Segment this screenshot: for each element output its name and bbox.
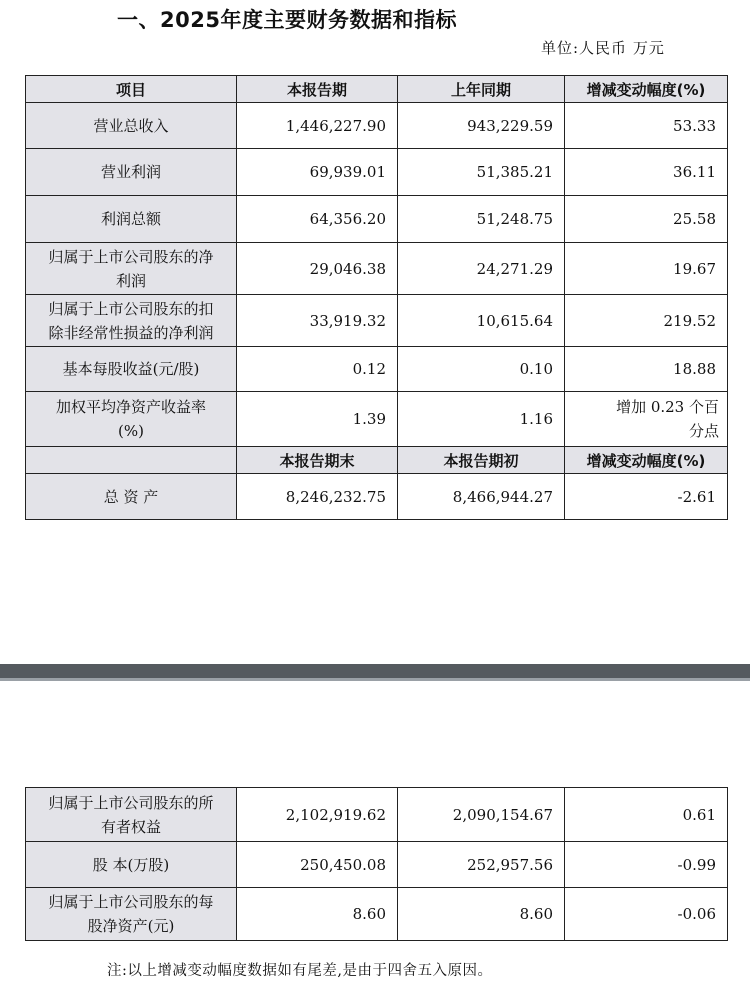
cell-change: -0.06 (565, 888, 728, 941)
section-title: 一、2025年度主要财务数据和指标 (117, 8, 457, 32)
cell-prior: 51,248.75 (398, 196, 565, 243)
header-change: 增减变动幅度(%) (565, 76, 728, 103)
row-label: 加权平均净资产收益率 (%) (26, 392, 237, 447)
table-row (26, 788, 728, 842)
cell-prior: 10,615.64 (398, 295, 565, 347)
cell-change: 25.58 (565, 196, 728, 243)
header-prior: 上年同期 (398, 76, 565, 103)
row-label: 归属于上市公司股东的所 有者权益 (26, 788, 237, 842)
row-label: 股 本(万股) (26, 842, 237, 888)
header-period-start: 本报告期初 (398, 447, 565, 474)
row-label: 归属于上市公司股东的净 利润 (26, 243, 237, 295)
cell-current: 250,450.08 (237, 842, 398, 888)
table-row (26, 474, 728, 520)
page-divider (0, 664, 750, 678)
cell-current: 64,356.20 (237, 196, 398, 243)
cell-current: 0.12 (237, 347, 398, 392)
cell-prior: 51,385.21 (398, 149, 565, 196)
cell-prior: 0.10 (398, 347, 565, 392)
cell-prior: 1.16 (398, 392, 565, 447)
cell-prior: 943,229.59 (398, 103, 565, 149)
header-row (26, 76, 728, 103)
cell-current: 2,102,919.62 (237, 788, 398, 842)
unit-label: 单位:人民币 万元 (541, 39, 665, 57)
cell-change: 19.67 (565, 243, 728, 295)
row-label: 总 资 产 (26, 474, 237, 520)
cell-change: -0.99 (565, 842, 728, 888)
row-label: 归属于上市公司股东的扣 除非经常性损益的净利润 (26, 295, 237, 347)
header-current: 本报告期 (237, 76, 398, 103)
cell-current: 8,246,232.75 (237, 474, 398, 520)
table-row (26, 347, 728, 392)
header-period-end: 本报告期末 (237, 447, 398, 474)
table-row (26, 196, 728, 243)
table-row (26, 842, 728, 888)
cell-current: 1,446,227.90 (237, 103, 398, 149)
cell-change: 增加 0.23 个百 分点 (565, 392, 728, 447)
cell-current: 8.60 (237, 888, 398, 941)
row-label: 基本每股收益(元/股) (26, 347, 237, 392)
cell-change: 36.11 (565, 149, 728, 196)
header-row-2 (26, 447, 728, 474)
table-row (26, 103, 728, 149)
cell-current: 69,939.01 (237, 149, 398, 196)
cell-change: 219.52 (565, 295, 728, 347)
table-row (26, 888, 728, 941)
row-label: 营业利润 (26, 149, 237, 196)
table-row (26, 243, 728, 295)
cell-prior: 252,957.56 (398, 842, 565, 888)
cell-prior: 24,271.29 (398, 243, 565, 295)
cell-prior: 8.60 (398, 888, 565, 941)
page-divider-edge (0, 678, 750, 681)
cell-current: 33,919.32 (237, 295, 398, 347)
row-label: 营业总收入 (26, 103, 237, 149)
cell-current: 29,046.38 (237, 243, 398, 295)
cell-current: 1.39 (237, 392, 398, 447)
header-change: 增减变动幅度(%) (565, 447, 728, 474)
row-label: 利润总额 (26, 196, 237, 243)
table-row (26, 149, 728, 196)
cell-change: -2.61 (565, 474, 728, 520)
row-label: 归属于上市公司股东的每 股净资产(元) (26, 888, 237, 941)
cell-change: 0.61 (565, 788, 728, 842)
header-blank (26, 447, 237, 474)
cell-change: 53.33 (565, 103, 728, 149)
table-row (26, 392, 728, 447)
cell-prior: 8,466,944.27 (398, 474, 565, 520)
header-item: 项目 (26, 76, 237, 103)
financial-table-top (25, 75, 728, 520)
table-row (26, 295, 728, 347)
cell-prior: 2,090,154.67 (398, 788, 565, 842)
financial-table-bottom (25, 787, 728, 941)
footnote: 注:以上增减变动幅度数据如有尾差,是由于四舍五入原因。 (107, 963, 493, 979)
cell-change: 18.88 (565, 347, 728, 392)
